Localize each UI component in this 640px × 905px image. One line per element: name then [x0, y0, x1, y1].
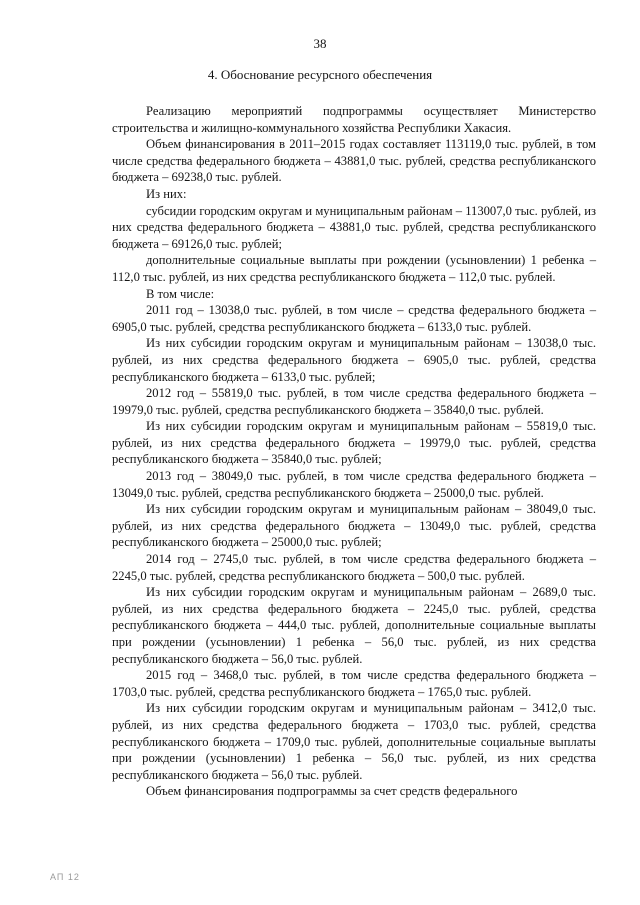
paragraph: В том числе: — [146, 286, 215, 301]
paragraph: 2013 год – 38049,0 тыс. рублей, в том числе средства федерального бюджета – 13049,0 тыс. рублей, средства республиканского бюджета – 25000,0 тыс. рублей. — [112, 469, 596, 500]
paragraph: Из них субсидии городским округам и муниципальным районам – 3412,0 тыс. рублей, из них средства федерального бюджета – 1703,0 тыс. рублей, средства республиканского бюджета – 1709,0 тыс. рублей, дополнительные социальные выплаты при рождении (усыновлении) 1 ребенка – 56,0 тыс. рублей, из них средства республиканского бюджета – 56,0 тыс. рублей. — [112, 701, 596, 782]
paragraph: Из них субсидии городским округам и муниципальным районам – 13038,0 тыс. рублей, из них средства федерального бюджета – 6905,0 тыс. рублей, средства республиканского бюджета – 6133,0 тыс. рублей; — [112, 336, 596, 384]
paragraph: Реализацию мероприятий подпрограммы осуществляет Министерство строительства и жилищно-коммунального хозяйства Республики Хакасия. — [112, 104, 596, 135]
paragraph: 2014 год – 2745,0 тыс. рублей, в том числе средства федерального бюджета – 2245,0 тыс. рублей, средства республиканского бюджета – 500,0 тыс. рублей. — [112, 552, 596, 583]
paragraph: 2012 год – 55819,0 тыс. рублей, в том числе средства федерального бюджета – 19979,0 тыс. рублей, средства республиканского бюджета – 35840,0 тыс. рублей. — [112, 386, 596, 417]
paragraph: Из них: — [146, 186, 187, 201]
page-number: 38 — [313, 36, 327, 51]
paragraph: Из них субсидии городским округам и муниципальным районам – 2689,0 тыс. рублей, из них средства федерального бюджета – 2245,0 тыс. рублей, средства республиканского бюджета – 444,0 тыс. рублей, дополнительные социальные выплаты при рождении (усыновлении) 1 ребенка – 56,0 тыс. рублей, из них средства республиканского бюджета – 56,0 тыс. рублей. — [112, 585, 596, 666]
paragraph: Объем финансирования в 2011–2015 годах составляет 113119,0 тыс. рублей, в том числе средства федерального бюджета – 43881,0 тыс. рублей, средства республиканского бюджета – 69238,0 тыс. рублей. — [112, 137, 596, 185]
paragraph: дополнительные социальные выплаты при рождении (усыновлении) 1 ребенка – 112,0 тыс. рублей, из них средства республиканского бюджета – 112,0 тыс. рублей. — [112, 253, 596, 284]
paragraph: 2011 год – 13038,0 тыс. рублей, в том числе – средства федерального бюджета – 6905,0 тыс. рублей, средства республиканского бюджета – 6133,0 тыс. рублей. — [112, 303, 596, 334]
section-heading: 4. Обоснование ресурсного обеспечения — [207, 67, 433, 82]
body-text — [112, 103, 596, 800]
paragraph: Из них субсидии городским округам и муниципальным районам – 38049,0 тыс. рублей, из них средства федерального бюджета – 13049,0 тыс. рублей, средства республиканского бюджета – 25000,0 тыс. рублей; — [112, 502, 596, 550]
paragraph: субсидии городским округам и муниципальным районам – 113007,0 тыс. рублей, из них средства федерального бюджета – 43881,0 тыс. рублей, средства республиканского бюджета – 69126,0 тыс. рублей; — [112, 203, 596, 251]
paragraph: Из них субсидии городским округам и муниципальным районам – 55819,0 тыс. рублей, из них средства федерального бюджета – 19979,0 тыс. рублей, средства республиканского бюджета – 35840,0 тыс. рублей; — [112, 419, 596, 467]
paragraph: 2015 год – 3468,0 тыс. рублей, в том числе средства федерального бюджета – 1703,0 тыс. рублей, средства республиканского бюджета – 1765,0 тыс. рублей. — [112, 668, 596, 699]
corner-stamp: АП 12 — [50, 872, 80, 882]
paragraph: Объем финансирования подпрограммы за счет средств федерального — [146, 784, 518, 799]
